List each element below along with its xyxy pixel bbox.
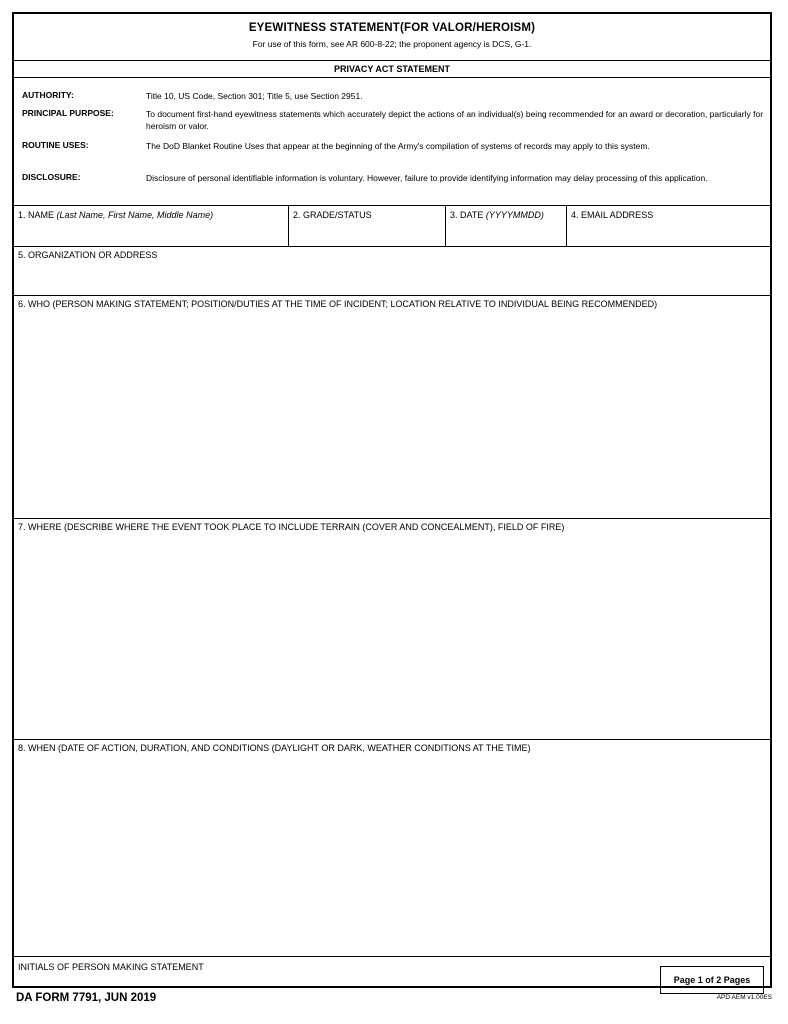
where-section	[14, 519, 770, 740]
who-label: 6. WHO (PERSON MAKING STATEMENT; POSITION/DUTIES AT THE TIME OF INCIDENT; LOCATION RELATIVE TO INDIVIDUAL BEING RECOMMENDED)	[18, 299, 658, 309]
routine-uses-label: ROUTINE USES:	[22, 140, 89, 150]
authority-label: AUTHORITY:	[22, 90, 74, 100]
routine-uses-text: The DoD Blanket Routine Uses that appear at the beginning of the Army's compilation of systems of records may apply to this system.	[146, 141, 650, 151]
form-title: EYEWITNESS STATEMENT(FOR VALOR/HEROISM)	[248, 22, 536, 34]
disclosure-label: DISCLOSURE:	[22, 172, 81, 182]
organization-input[interactable]	[18, 263, 762, 285]
email-cell	[566, 206, 770, 246]
authority-text: Title 10, US Code, Section 301; Title 5, use Section 2951.	[146, 91, 363, 101]
date-cell	[445, 206, 566, 246]
name-cell	[14, 206, 288, 246]
who-section	[14, 296, 770, 519]
identification-row	[14, 206, 770, 247]
where-label: 7. WHERE (DESCRIBE WHERE THE EVENT TOOK PLACE TO INCLUDE TERRAIN (COVER AND CONCEALMENT), FIELD OF FIRE)	[18, 522, 565, 532]
principal-purpose-text: To document first-hand eyewitness statements which accurately depict the actions of an individual(s) being recommended for an award or decoration, particularly for heroism or valor.	[146, 109, 764, 131]
grade-status-input[interactable]	[293, 221, 442, 239]
when-section	[14, 740, 770, 957]
disclosure-text: Disclosure of personal identifiable information is voluntary. However, failure to provide identifying information may delay processing of this application.	[146, 173, 708, 183]
grade-status-label: 2. GRADE/STATUS	[293, 210, 372, 220]
privacy-act-statement	[14, 78, 770, 206]
when-label: 8. WHEN (DATE OF ACTION, DURATION, AND CONDITIONS (DAYLIGHT OR DARK, WEATHER CONDITIONS AT THE TIME)	[18, 743, 531, 753]
email-label: 4. EMAIL ADDRESS	[571, 210, 654, 220]
when-textarea[interactable]	[18, 757, 766, 951]
eyewitness-statement-form	[12, 12, 772, 988]
version-label: APD AEM v1.00ES	[716, 994, 772, 1001]
privacy-act-heading: PRIVACY ACT STATEMENT	[14, 61, 770, 78]
date-hint: (YYYYMMDD)	[485, 210, 544, 220]
name-hint: (Last Name, First Name, Middle Name)	[56, 210, 214, 220]
date-label: 3. DATE (YYYYMMDD)	[450, 210, 544, 220]
name-input[interactable]	[18, 221, 282, 239]
page-indicator: Page 1 of 2 Pages	[660, 966, 764, 994]
principal-purpose-label: PRINCIPAL PURPOSE:	[22, 108, 114, 118]
date-input[interactable]	[450, 221, 564, 239]
who-textarea[interactable]	[18, 313, 766, 513]
email-input[interactable]	[571, 221, 765, 239]
form-subtitle: For use of this form, see AR 600-8-22; the proponent agency is DCS, G-1.	[252, 39, 532, 49]
form-header	[14, 14, 770, 61]
organization-label: 5. ORGANIZATION OR ADDRESS	[18, 250, 158, 260]
organization-row	[14, 247, 770, 296]
name-label: 1. NAME (Last Name, First Name, Middle Name)	[18, 210, 214, 220]
initials-label: INITIALS OF PERSON MAKING STATEMENT	[18, 962, 204, 972]
grade-status-cell	[288, 206, 445, 246]
where-textarea[interactable]	[18, 536, 766, 734]
form-number: DA FORM 7791, JUN 2019	[16, 992, 157, 1004]
